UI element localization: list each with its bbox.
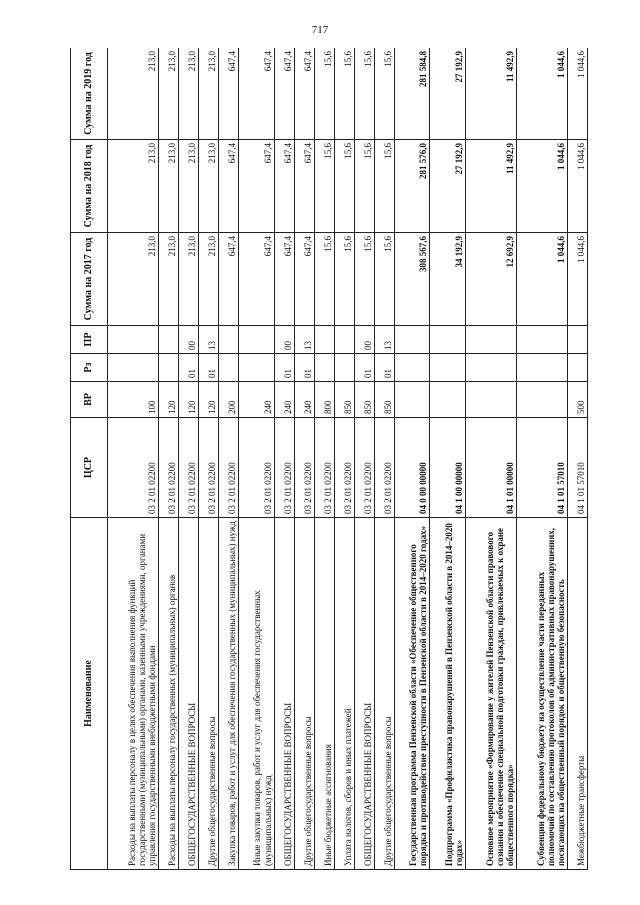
row-rz: 01 [294, 354, 314, 382]
table-row-main-activity [465, 48, 516, 870]
row-sum-2017: 213,0 [108, 233, 159, 326]
row-csr: 03 2 01 02200 [158, 418, 178, 518]
row-sum-2017: 1 044,6 [516, 233, 567, 326]
header-pr: ПР [71, 326, 108, 354]
row-sum-2018: 647,4 [219, 140, 239, 233]
row-pr: 13 [374, 326, 394, 354]
table-row [179, 48, 199, 870]
row-vr [394, 382, 430, 418]
row-csr: 04 1 01 57010 [516, 418, 567, 518]
row-vr: 800 [314, 382, 334, 418]
row-name: Иные бюджетные ассигнования [314, 518, 334, 870]
row-sum-2018: 15,6 [374, 140, 394, 233]
row-rz: 01 [354, 354, 374, 382]
row-sum-2017: 12 692,9 [465, 233, 516, 326]
header-sum-2017: Сумма на 2017 год [71, 233, 108, 326]
row-sum-2017: 647,4 [294, 233, 314, 326]
row-sum-2019: 15,6 [354, 48, 374, 140]
table-row-subprogram [430, 48, 466, 870]
table-row-subvention [516, 48, 567, 870]
row-sum-2019: 15,6 [374, 48, 394, 140]
row-sum-2017: 647,4 [239, 233, 275, 326]
row-vr: 500 [567, 382, 587, 418]
row-sum-2019: 213,0 [179, 48, 199, 140]
row-rz [314, 354, 334, 382]
table-row [374, 48, 394, 870]
row-pr [516, 326, 567, 354]
row-sum-2018: 1 044,6 [516, 140, 567, 233]
row-pr [394, 326, 430, 354]
row-csr: 03 2 01 02200 [179, 418, 199, 518]
row-vr [516, 382, 567, 418]
row-name: ОБЩЕГОСУДАРСТВЕННЫЕ ВОПРОСЫ [354, 518, 374, 870]
row-sum-2018: 647,4 [274, 140, 294, 233]
row-sum-2019: 213,0 [158, 48, 178, 140]
row-csr: 04 0 00 00000 [394, 418, 430, 518]
row-vr: 240 [274, 382, 294, 418]
row-name: Расходы на выплаты персоналу государственных (муниципальных) органов [158, 518, 178, 870]
row-sum-2018: 1 044,6 [567, 140, 587, 233]
row-sum-2018: 15,6 [354, 140, 374, 233]
row-vr: 120 [158, 382, 178, 418]
row-sum-2017: 213,0 [179, 233, 199, 326]
row-name: Закупка товаров, работ и услуг для обеспечения государственных (муниципальных) нужд [219, 518, 239, 870]
row-vr [465, 382, 516, 418]
header-vr: ВР [71, 382, 108, 418]
row-name: Расходы на выплаты персоналу в целях обеспечения выполнения функций государственными (муниципальными) органами, казенными учреждениями, органами управления государственными внебюджетными фондами [108, 518, 159, 870]
row-pr: 00 [179, 326, 199, 354]
row-rz [465, 354, 516, 382]
row-sum-2018: 11 492,9 [465, 140, 516, 233]
row-name: Другие общегосударственные вопросы [199, 518, 219, 870]
row-sum-2019: 15,6 [314, 48, 334, 140]
row-csr: 03 2 01 02200 [219, 418, 239, 518]
table-row [158, 48, 178, 870]
row-sum-2017: 15,6 [374, 233, 394, 326]
row-name: Другие общегосударственные вопросы [374, 518, 394, 870]
row-name: Основное мероприятие «Формирование у жителей Пензенской области правового сознания и обеспечение специальной подготовки граждан, привлекаемых к охране общественного порядка» [465, 518, 516, 870]
row-rz: 01 [179, 354, 199, 382]
row-pr [430, 326, 466, 354]
row-csr: 04 1 01 57010 [567, 418, 587, 518]
table-row [294, 48, 314, 870]
row-sum-2018: 213,0 [199, 140, 219, 233]
row-csr: 03 2 01 02200 [199, 418, 219, 518]
row-sum-2018: 27 192,9 [430, 140, 466, 233]
row-csr: 03 2 01 02200 [294, 418, 314, 518]
row-sum-2018: 213,0 [179, 140, 199, 233]
row-name: Другие общегосударственные вопросы [294, 518, 314, 870]
row-sum-2019: 15,6 [334, 48, 354, 140]
row-pr [567, 326, 587, 354]
row-pr [465, 326, 516, 354]
row-csr: 03 2 01 02200 [354, 418, 374, 518]
row-name: Уплата налогов, сборов и иных платежей [334, 518, 354, 870]
row-rz [158, 354, 178, 382]
row-pr [158, 326, 178, 354]
rotated-table-area [70, 48, 588, 870]
row-sum-2017: 34 192,9 [430, 233, 466, 326]
row-sum-2017: 647,4 [274, 233, 294, 326]
row-name: Государственная программа Пензенской области «Обеспечение общественного порядка и противодействие преступности в Пензенской области в 2014–2020 годах» [394, 518, 430, 870]
row-sum-2017: 15,6 [334, 233, 354, 326]
row-pr [334, 326, 354, 354]
table-row [354, 48, 374, 870]
row-name: ОБЩЕГОСУДАРСТВЕННЫЕ ВОПРОСЫ [179, 518, 199, 870]
row-vr [430, 382, 466, 418]
row-sum-2018: 213,0 [158, 140, 178, 233]
row-sum-2017: 15,6 [354, 233, 374, 326]
row-pr: 00 [274, 326, 294, 354]
row-vr: 200 [219, 382, 239, 418]
row-sum-2019: 1 044,6 [516, 48, 567, 140]
row-sum-2018: 213,0 [108, 140, 159, 233]
row-sum-2017: 308 567,6 [394, 233, 430, 326]
row-csr: 04 1 00 00000 [430, 418, 466, 518]
rotated-table-container [70, 48, 588, 870]
row-pr [219, 326, 239, 354]
table-row [567, 48, 587, 870]
row-rz [334, 354, 354, 382]
header-name: Наименование [71, 518, 108, 870]
row-sum-2019: 1 044,6 [567, 48, 587, 140]
page-number: 717 [311, 24, 329, 36]
row-csr: 03 2 01 02200 [314, 418, 334, 518]
row-sum-2019: 281 584,8 [394, 48, 430, 140]
row-vr: 100 [108, 382, 159, 418]
row-sum-2019: 213,0 [199, 48, 219, 140]
row-sum-2019: 647,4 [274, 48, 294, 140]
row-sum-2018: 647,4 [294, 140, 314, 233]
table-row [239, 48, 275, 870]
row-name: ОБЩЕГОСУДАРСТВЕННЫЕ ВОПРОСЫ [274, 518, 294, 870]
table-header-row [71, 48, 108, 870]
row-sum-2017: 15,6 [314, 233, 334, 326]
row-sum-2018: 15,6 [314, 140, 334, 233]
header-sum-2018: Сумма на 2018 год [71, 140, 108, 233]
row-pr: 00 [354, 326, 374, 354]
row-name: Субвенции федеральному бюджету на осуществление части переданных полномочий по составлению протоколов об административных правонарушениях, посягающих на общественный порядок и общественную безопасность [516, 518, 567, 870]
row-pr [108, 326, 159, 354]
row-sum-2018: 281 576,0 [394, 140, 430, 233]
row-pr [314, 326, 334, 354]
header-sum-2019: Сумма на 2019 год [71, 48, 108, 140]
row-vr: 240 [294, 382, 314, 418]
header-csr: ЦСР [71, 418, 108, 518]
table-row [314, 48, 334, 870]
row-rz [108, 354, 159, 382]
row-rz [430, 354, 466, 382]
row-csr: 03 2 01 02200 [108, 418, 159, 518]
row-rz [516, 354, 567, 382]
table-row-program [394, 48, 430, 870]
row-sum-2019: 647,4 [294, 48, 314, 140]
row-rz [394, 354, 430, 382]
row-rz [567, 354, 587, 382]
row-sum-2018: 15,6 [334, 140, 354, 233]
row-pr [239, 326, 275, 354]
row-vr: 850 [354, 382, 374, 418]
table-row [108, 48, 159, 870]
table-row [274, 48, 294, 870]
row-sum-2017: 647,4 [219, 233, 239, 326]
row-rz: 01 [274, 354, 294, 382]
row-vr: 120 [179, 382, 199, 418]
row-vr: 850 [334, 382, 354, 418]
row-csr: 04 1 01 00000 [465, 418, 516, 518]
table-row [219, 48, 239, 870]
row-sum-2019: 27 192,9 [430, 48, 466, 140]
row-rz [219, 354, 239, 382]
row-name: Межбюджетные трансферты [567, 518, 587, 870]
row-csr: 03 2 01 02200 [239, 418, 275, 518]
row-sum-2019: 647,4 [239, 48, 275, 140]
budget-table [70, 48, 588, 870]
row-sum-2017: 213,0 [158, 233, 178, 326]
row-pr: 13 [294, 326, 314, 354]
row-rz: 01 [199, 354, 219, 382]
row-sum-2017: 1 044,6 [567, 233, 587, 326]
row-vr: 240 [239, 382, 275, 418]
header-rz: Рз [71, 354, 108, 382]
row-csr: 03 2 01 02200 [334, 418, 354, 518]
row-name: Иные закупки товаров, работ и услуг для обеспечения государственных (муниципальных) нужд [239, 518, 275, 870]
row-sum-2019: 11 492,9 [465, 48, 516, 140]
row-vr: 120 [199, 382, 219, 418]
row-sum-2019: 213,0 [108, 48, 159, 140]
row-rz [239, 354, 275, 382]
row-csr: 03 2 01 02200 [274, 418, 294, 518]
row-csr: 03 2 01 02200 [374, 418, 394, 518]
row-vr: 850 [374, 382, 394, 418]
row-sum-2018: 647,4 [239, 140, 275, 233]
table-row [334, 48, 354, 870]
row-sum-2017: 213,0 [199, 233, 219, 326]
row-rz: 01 [374, 354, 394, 382]
row-pr: 13 [199, 326, 219, 354]
table-row [199, 48, 219, 870]
row-sum-2019: 647,4 [219, 48, 239, 140]
row-name: Подпрограмма «Профилактика правонарушений в Пензенской области в 2014–2020 годах» [430, 518, 466, 870]
